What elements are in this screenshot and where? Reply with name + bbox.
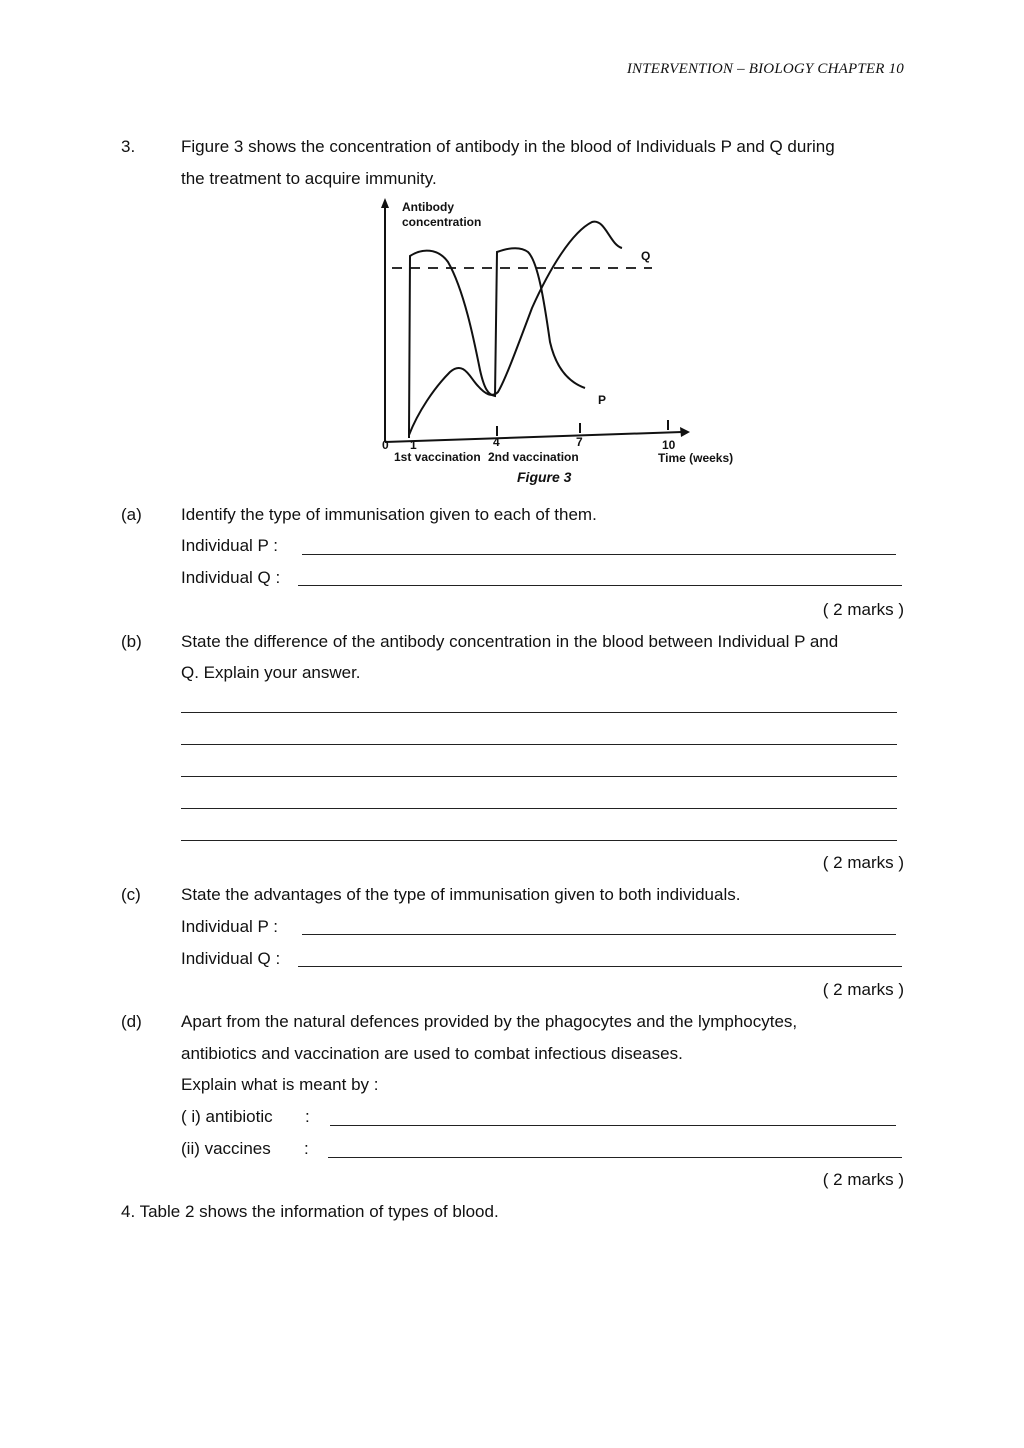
page-header: INTERVENTION – BIOLOGY CHAPTER 10 — [626, 61, 904, 77]
part-b-marks: ( 2 marks ) — [822, 853, 904, 872]
part-c-marks: ( 2 marks ) — [822, 980, 904, 999]
part-d-label: (d) — [121, 1012, 142, 1031]
part-a-individual-p-answer-line[interactable] — [302, 554, 896, 555]
part-c-individual-q-label: Individual Q : — [181, 949, 281, 968]
part-d-marks: ( 2 marks ) — [822, 1170, 904, 1189]
curve-p — [409, 248, 585, 435]
tick-label-10: 10 — [662, 438, 676, 452]
part-d-ii-label: (ii) vaccines — [181, 1139, 271, 1158]
part-c-label: (c) — [121, 885, 141, 904]
x-axis-arrow — [680, 427, 690, 437]
curve-q — [409, 222, 622, 435]
part-d-question-line-1: Apart from the natural defences provided by the phagocytes and the lymphocytes, — [181, 1012, 798, 1031]
y-axis-arrow — [381, 198, 389, 208]
part-b-question-line-2: Q. Explain your answer. — [181, 663, 361, 682]
question-3-intro-line-1: Figure 3 shows the concentration of antibody in the blood of Individuals P and Q during — [181, 137, 835, 156]
question-4-text: 4. Table 2 shows the information of types of blood. — [121, 1202, 499, 1221]
tick-label-1: 1 — [410, 438, 417, 452]
part-c-individual-p-label: Individual P : — [181, 917, 279, 936]
part-b-answer-line-1[interactable] — [181, 712, 897, 713]
part-d-i-label: ( i) antibiotic — [181, 1107, 273, 1126]
part-b-answer-line-3[interactable] — [181, 776, 897, 777]
part-a-question: Identify the type of immunisation given to each of them. — [181, 505, 597, 524]
y-axis-label-line-2: concentration — [402, 215, 482, 229]
x-axis — [385, 432, 682, 442]
part-b-answer-line-5[interactable] — [181, 840, 897, 841]
part-d-ii-answer-line[interactable] — [328, 1157, 902, 1158]
part-d-question-line-2: antibiotics and vaccination are used to combat infectious diseases. — [181, 1044, 683, 1063]
tick-note-2nd-vaccination: 2nd vaccination — [488, 450, 579, 464]
part-a-individual-p-label: Individual P : — [181, 536, 279, 555]
part-b-question-line-1: State the difference of the antibody concentration in the blood between Individual P and — [181, 632, 839, 651]
part-a-individual-q-label: Individual Q : — [181, 568, 281, 587]
part-b-label: (b) — [121, 632, 142, 651]
origin-label: 0 — [382, 438, 389, 452]
tick-label-7: 7 — [576, 435, 583, 449]
part-d-i-colon: : — [305, 1107, 310, 1126]
y-axis-label-line-1: Antibody — [402, 200, 454, 214]
part-a-marks: ( 2 marks ) — [822, 600, 904, 619]
figure-3-graph — [360, 190, 760, 490]
x-axis-label: Time (weeks) — [658, 451, 734, 465]
part-c-individual-p-answer-line[interactable] — [302, 934, 896, 935]
part-c-individual-q-answer-line[interactable] — [298, 966, 902, 967]
part-d-ii-colon: : — [304, 1139, 309, 1158]
curve-label-q: Q — [641, 249, 651, 263]
part-b-answer-line-2[interactable] — [181, 744, 897, 745]
tick-note-1st-vaccination: 1st vaccination — [394, 450, 481, 464]
question-3-number: 3. — [121, 137, 136, 156]
part-d-i-answer-line[interactable] — [330, 1125, 896, 1126]
tick-label-4: 4 — [493, 435, 500, 449]
part-a-individual-q-answer-line[interactable] — [298, 585, 902, 586]
part-c-question: State the advantages of the type of immunisation given to both individuals. — [181, 885, 741, 904]
figure-caption: Figure 3 — [517, 469, 572, 485]
part-d-question-line-3: Explain what is meant by : — [181, 1075, 379, 1094]
question-3-intro-line-2: the treatment to acquire immunity. — [181, 169, 437, 188]
part-a-label: (a) — [121, 505, 142, 524]
curve-label-p: P — [598, 393, 607, 407]
part-b-answer-line-4[interactable] — [181, 808, 897, 809]
